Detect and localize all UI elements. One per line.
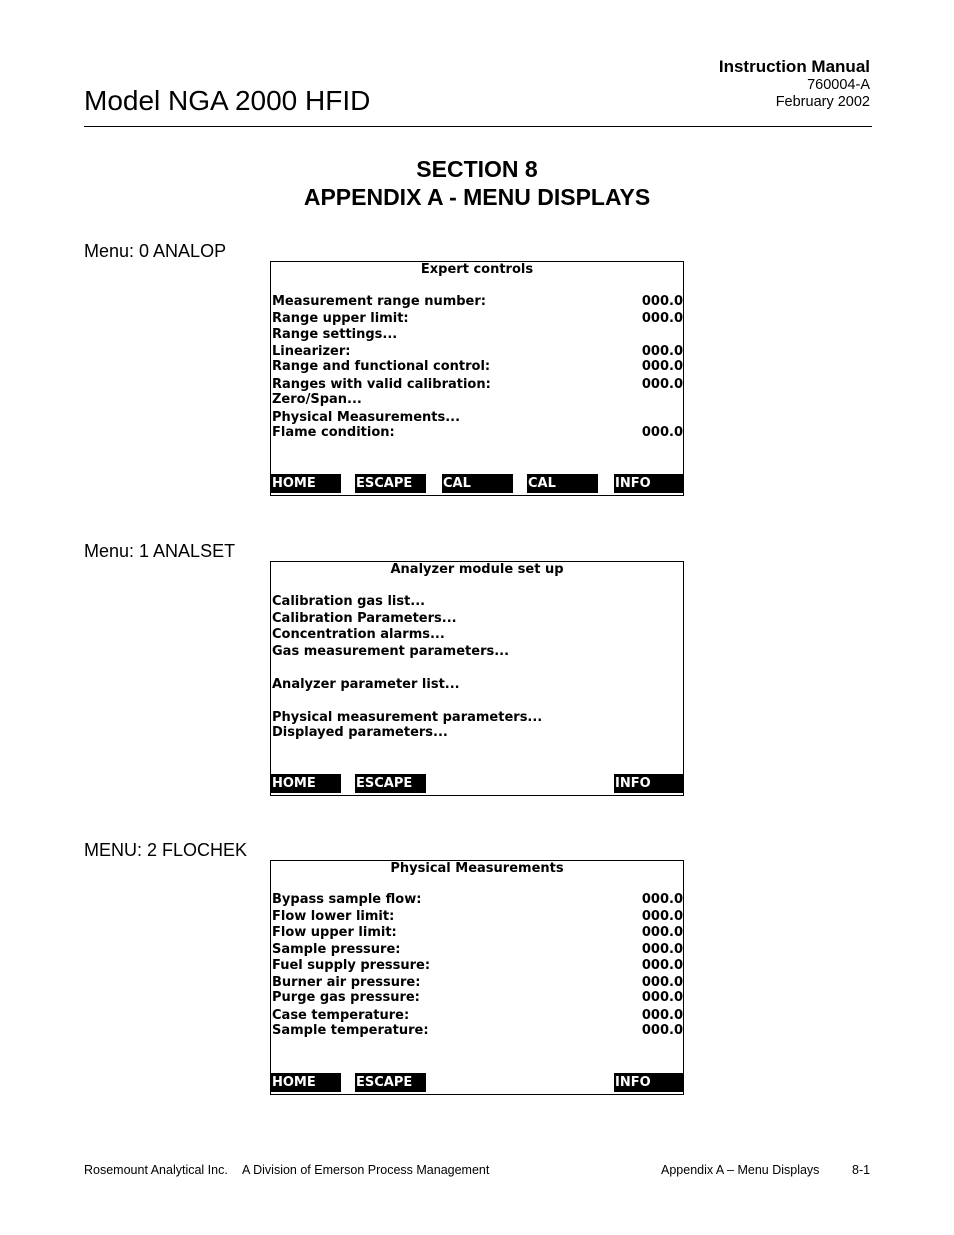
doc-number: 760004-A <box>807 77 870 93</box>
menu-row[interactable] <box>272 710 683 726</box>
section-title <box>0 155 954 211</box>
row-value: 000.0 <box>641 344 683 359</box>
row-label: Displayed parameters... <box>272 725 448 740</box>
escape-button[interactable]: ESCAPE <box>355 774 426 793</box>
row-value: 000.0 <box>641 377 683 392</box>
menu-label-analset: Menu: 1 ANALSET <box>84 541 236 561</box>
screen-physical-measurements <box>270 860 684 1095</box>
info-button[interactable]: INFO <box>614 774 683 793</box>
menu-label-flochek: MENU: 2 FLOCHEK <box>84 840 248 860</box>
row-value: 000.0 <box>641 294 683 309</box>
footer-company: Rosemount Analytical Inc. <box>84 1163 228 1177</box>
menu-row[interactable] <box>272 892 683 908</box>
row-label: Linearizer: <box>272 344 351 359</box>
menu-row[interactable] <box>272 627 683 643</box>
info-button[interactable]: INFO <box>614 474 683 493</box>
row-label: Calibration gas list... <box>272 594 426 609</box>
menu-row[interactable] <box>272 377 683 393</box>
menu-row[interactable] <box>272 1008 683 1024</box>
manual-label: Instruction Manual <box>718 57 870 76</box>
row-value: 000.0 <box>641 942 683 957</box>
menu-row[interactable] <box>272 925 683 941</box>
row-label: Sample temperature: <box>272 1023 429 1038</box>
header-meta <box>719 57 870 111</box>
menu-row[interactable] <box>272 359 683 375</box>
menu-row[interactable] <box>272 611 683 627</box>
row-label: Sample pressure: <box>272 942 401 957</box>
row-value: 000.0 <box>641 311 683 326</box>
home-button[interactable]: HOME <box>271 1073 341 1092</box>
function-key-bar <box>271 774 683 793</box>
document-title: Model NGA 2000 HFID <box>84 85 371 116</box>
function-key-bar <box>271 1073 683 1092</box>
screen-expert-controls <box>270 261 684 510</box>
row-label: Range and functional control: <box>272 359 491 374</box>
header-divider <box>84 126 872 127</box>
menu-row[interactable] <box>272 344 683 360</box>
menu-row[interactable] <box>272 294 683 310</box>
escape-button[interactable]: ESCAPE <box>355 1073 426 1092</box>
row-label: Burner air pressure: <box>272 975 421 990</box>
row-value: 000.0 <box>641 892 683 907</box>
row-value: 000.0 <box>641 958 683 973</box>
row-label: Calibration Parameters... <box>272 611 457 626</box>
menu-row[interactable] <box>272 392 683 408</box>
menu-row[interactable] <box>272 990 683 1006</box>
section-number: SECTION 8 <box>416 156 538 182</box>
row-label: Gas measurement parameters... <box>272 644 510 659</box>
row-label: Range upper limit: <box>272 311 409 326</box>
menu-row[interactable] <box>272 975 683 991</box>
home-button[interactable]: HOME <box>271 474 341 493</box>
escape-button[interactable]: ESCAPE <box>355 474 426 493</box>
doc-date: February 2002 <box>775 94 870 110</box>
row-value: 000.0 <box>641 1023 683 1038</box>
menu-row[interactable] <box>272 327 683 343</box>
row-label: Physical measurement parameters... <box>272 710 543 725</box>
function-key-bar <box>271 474 683 510</box>
row-value: 000.0 <box>641 909 683 924</box>
row-label: Ranges with valid calibration: <box>272 377 491 392</box>
row-value: 000.0 <box>641 1008 683 1023</box>
row-value: 000.0 <box>641 975 683 990</box>
screen-title: Physical Measurements <box>390 861 564 876</box>
row-label: Range settings... <box>272 327 398 342</box>
page-number: 8-1 <box>852 1163 871 1177</box>
row-label: Concentration alarms... <box>272 627 445 642</box>
row-label: Case temperature: <box>272 1008 410 1023</box>
footer-chapter: Appendix A – Menu Displays <box>661 1163 820 1177</box>
row-label: Fuel supply pressure: <box>272 958 431 973</box>
screen-title: Analyzer module set up <box>390 562 564 577</box>
row-value: 000.0 <box>641 425 683 440</box>
menu-row[interactable] <box>272 725 683 741</box>
row-label: Measurement range number: <box>272 294 486 309</box>
cal-data-button[interactable]: CAL DATA <box>527 474 598 493</box>
section-name: APPENDIX A - MENU DISPLAYS <box>303 184 651 210</box>
menu-row[interactable] <box>272 410 683 426</box>
row-label: Physical Measurements... <box>272 410 461 425</box>
menu-row[interactable] <box>272 311 683 327</box>
cal-button[interactable]: CAL <box>442 474 513 493</box>
row-label: Bypass sample flow: <box>272 892 422 907</box>
row-value: 000.0 <box>641 359 683 374</box>
row-value: 000.0 <box>641 925 683 940</box>
row-label: Flow lower limit: <box>272 909 395 924</box>
row-label: Zero/Span... <box>272 392 362 407</box>
menu-row[interactable] <box>272 644 683 660</box>
menu-row[interactable] <box>272 1023 683 1039</box>
screen-analyzer-setup <box>270 561 684 796</box>
menu-label-analop: Menu: 0 ANALOP <box>84 241 227 261</box>
row-value: 000.0 <box>641 990 683 1005</box>
menu-row[interactable] <box>272 425 683 441</box>
row-label: Flame condition: <box>272 425 395 440</box>
footer-division: A Division of Emerson Process Management <box>242 1163 490 1177</box>
row-label: Purge gas pressure: <box>272 990 420 1005</box>
screen-title: Expert controls <box>420 262 534 277</box>
menu-row[interactable] <box>272 677 683 693</box>
info-button[interactable]: INFO <box>614 1073 683 1092</box>
home-button[interactable]: HOME <box>271 774 341 793</box>
menu-row[interactable] <box>272 958 683 974</box>
row-label: Analyzer parameter list... <box>272 677 460 692</box>
row-label: Flow upper limit: <box>272 925 397 940</box>
menu-row[interactable] <box>272 909 683 925</box>
menu-row[interactable] <box>272 594 683 610</box>
menu-row[interactable] <box>272 942 683 958</box>
